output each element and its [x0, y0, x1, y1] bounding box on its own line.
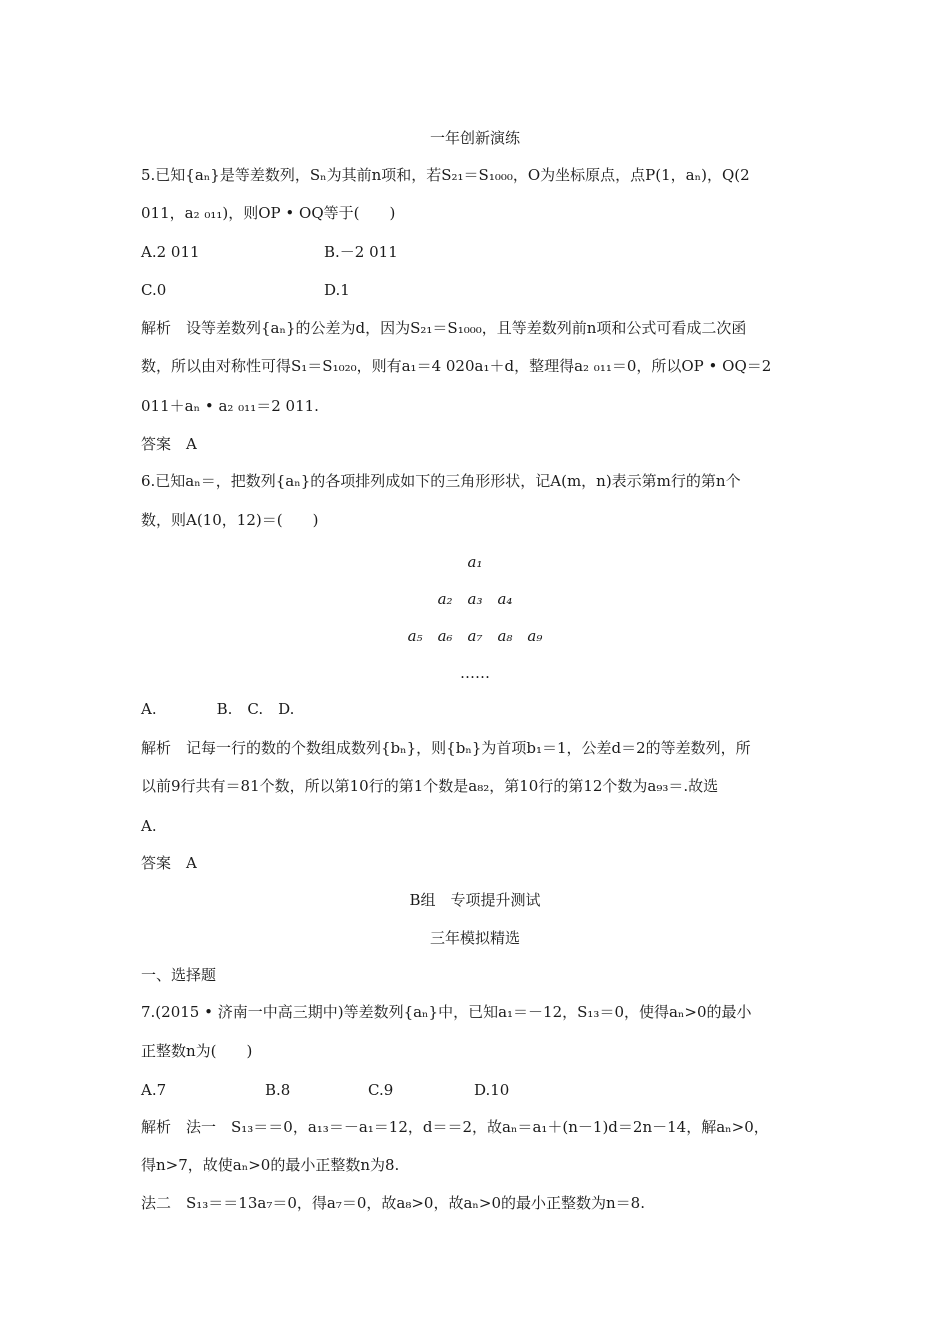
q5-line-1: 5.已知{aₙ}是等差数列，Sₙ为其前n项和，若S₂₁＝S₁₀₀₀，O为坐标原点，点P(1，aₙ)，Q(2: [141, 166, 750, 184]
q5-option-b: B.－2 011: [324, 243, 398, 261]
q6-answer: 答案 A: [141, 854, 197, 872]
heading-three-year: 三年模拟精选: [429, 929, 520, 947]
q7-option-d: D.10: [474, 1081, 510, 1099]
q5-option-c: C.0: [141, 281, 167, 299]
triangle-row-2: a₂ a₃ a₄: [437, 590, 513, 608]
q5-option-a: A.2 011: [141, 243, 200, 261]
q5-solution-line-2: 数，所以由对称性可得S₁＝S₁₀₂₀，则有a₁＝4 020a₁＋d，整理得a₂ ₀₁₁＝0，所以OP • OQ＝2: [141, 357, 772, 375]
triangle-row-3: a₅ a₆ a₇ a₈ a₉: [407, 627, 543, 645]
heading-one-year: 一年创新演练: [429, 129, 520, 147]
q6-line-1: 6.已知aₙ＝，把数列{aₙ}的各项排列成如下的三角形形状，记A(m，n)表示第m行的第n个: [141, 472, 741, 490]
q6-solution-line-1: 解析 记每一行的数的个数组成数列{bₙ}，则{bₙ}为首项b₁＝1，公差d＝2的等差数列，所: [141, 739, 751, 757]
q6-line-2: 数，则A(10，12)＝( ): [141, 511, 319, 529]
q7-option-b: B.8: [265, 1081, 291, 1099]
q7-option-c: C.9: [368, 1081, 394, 1099]
q5-line-2: 011，a₂ ₀₁₁)，则OP • OQ等于( ): [141, 204, 396, 222]
q7-solution-line-1: 解析 法一 S₁₃＝＝0，a₁₃＝－a₁＝12，d＝＝2，故aₙ＝a₁＋(n－1)d＝2n－14，解aₙ>0，: [141, 1118, 769, 1136]
q6-options: A. B. C. D.: [141, 700, 295, 718]
section-choice-questions: 一、选择题: [141, 966, 217, 984]
q7-solution-line-2: 得n>7，故使aₙ>0的最小正整数n为8.: [141, 1156, 400, 1174]
q7-solution-line-3: 法二 S₁₃＝＝13a₇＝0，得a₇＝0，故a₈>0，故aₙ>0的最小正整数为n＝8.: [141, 1194, 645, 1212]
q7-line-2: 正整数n为( ): [141, 1042, 253, 1060]
q5-answer: 答案 A: [141, 435, 197, 453]
q6-solution-line-3: A.: [141, 817, 157, 835]
q7-option-a: A.7: [141, 1081, 167, 1099]
q6-solution-line-2: 以前9行共有＝81个数，所以第10行的第1个数是a₈₂，第10行的第12个数为a₉₃＝.故选: [141, 777, 719, 795]
q5-option-d: D.1: [324, 281, 350, 299]
triangle-ellipsis: ……: [460, 664, 490, 682]
q5-solution-line-1: 解析 设等差数列{aₙ}的公差为d，因为S₂₁＝S₁₀₀₀，且等差数列前n项和公式可看成二次函: [141, 319, 747, 337]
heading-group-b: B组 专项提升测试: [409, 891, 541, 909]
triangle-row-1: a₁: [467, 553, 483, 571]
q5-solution-line-3: 011＋aₙ • a₂ ₀₁₁＝2 011.: [141, 397, 319, 415]
q7-line-1: 7.(2015 • 济南一中高三期中)等差数列{aₙ}中，已知a₁＝－12，S₁₃＝0，使得aₙ>0的最小: [141, 1003, 752, 1021]
